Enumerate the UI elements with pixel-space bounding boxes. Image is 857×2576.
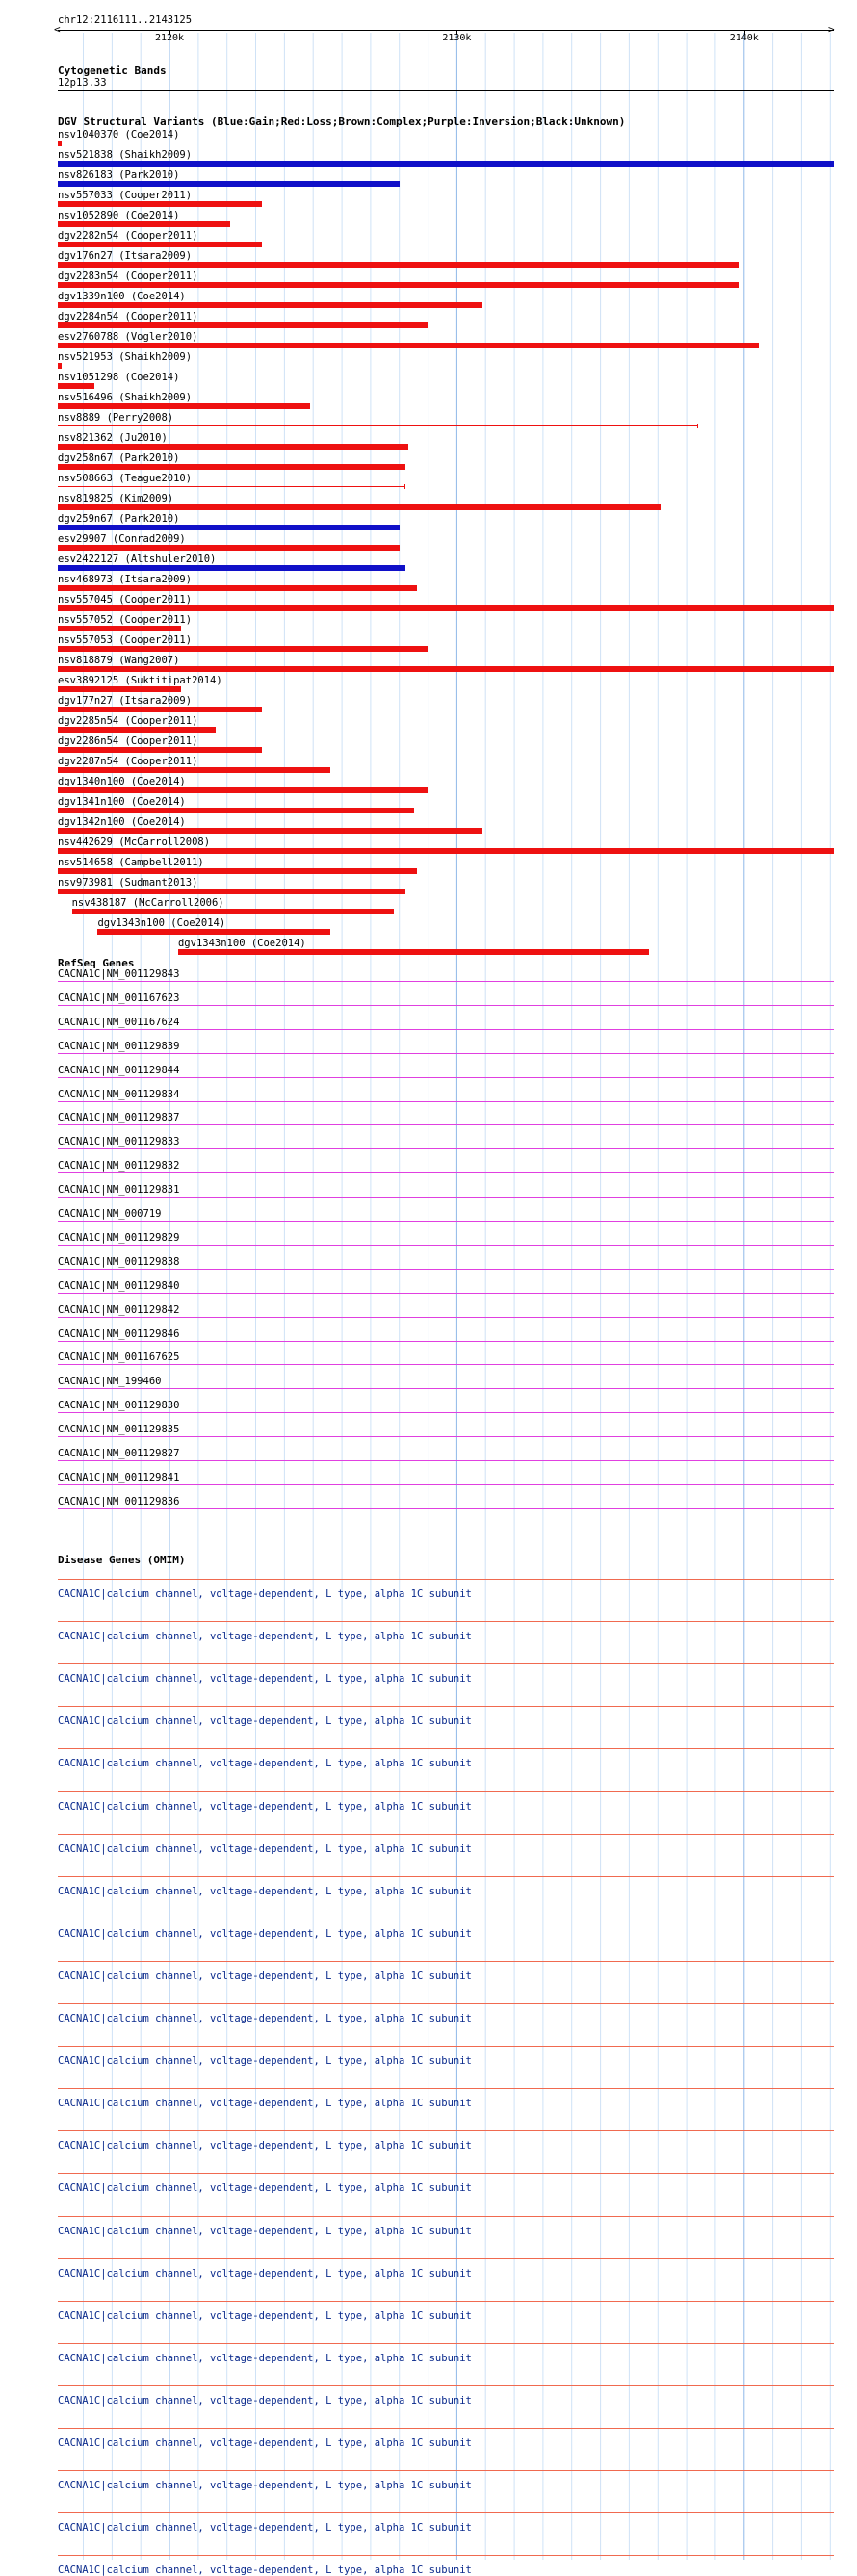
omim-disease-label: CACNA1C|calcium channel, voltage-dependent, L type, alpha 1C subunit (58, 1715, 472, 1728)
omim-disease-label: CACNA1C|calcium channel, voltage-dependent, L type, alpha 1C subunit (58, 2309, 472, 2322)
variant-bar-end (697, 424, 698, 428)
refseq-gene-label: CACNA1C|NM_001129846 (58, 1327, 180, 1340)
omim-disease-label: CACNA1C|calcium channel, voltage-dependent, L type, alpha 1C subunit (58, 1885, 472, 1897)
omim-disease-line (58, 2130, 834, 2131)
ruler-left-arrow-icon: < (54, 23, 61, 36)
refseq-gene-label: CACNA1C|NM_001129827 (58, 1448, 180, 1459)
variant-bar (58, 808, 414, 813)
refseq-gene-line (58, 1101, 834, 1102)
variant-label: esv29907 (Conrad2009) (58, 533, 186, 545)
refseq-gene-line (58, 981, 834, 982)
variant-label: nsv508663 (Teague2010) (58, 473, 193, 484)
refseq-gene-line (58, 1029, 834, 1030)
omim-disease-line (58, 1791, 834, 1792)
refseq-gene-label: CACNA1C|NM_001129832 (58, 1160, 180, 1172)
variant-bar (58, 848, 834, 854)
variant-bar (58, 262, 739, 268)
variant-label: nsv821362 (Ju2010) (58, 432, 168, 444)
omim-disease-label: CACNA1C|calcium channel, voltage-dependent, L type, alpha 1C subunit (58, 2225, 472, 2237)
refseq-gene-label: CACNA1C|NM_001167624 (58, 1016, 180, 1028)
variant-label: nsv468973 (Itsara2009) (58, 574, 193, 585)
variant-label: dgv2286n54 (Cooper2011) (58, 735, 198, 747)
variant-label: dgv2282n54 (Cooper2011) (58, 230, 198, 242)
cytoband-label: 12p13.33 (58, 77, 107, 89)
omim-disease-label: CACNA1C|calcium channel, voltage-dependent, L type, alpha 1C subunit (58, 2564, 472, 2576)
variant-bar (97, 929, 330, 935)
omim-disease-line (58, 2088, 834, 2089)
variant-label: dgv1341n100 (Coe2014) (58, 796, 186, 808)
variant-bar (58, 403, 310, 409)
omim-disease-line (58, 2173, 834, 2174)
refseq-gene-label: CACNA1C|NM_001167625 (58, 1352, 180, 1364)
omim-disease-label: CACNA1C|calcium channel, voltage-dependent, L type, alpha 1C subunit (58, 2522, 472, 2535)
variant-label: nsv8889 (Perry2008) (58, 412, 174, 424)
variant-label: nsv973981 (Sudmant2013) (58, 877, 198, 889)
variant-label: nsv514658 (Campbell2011) (58, 857, 204, 868)
omim-disease-line (58, 2258, 834, 2259)
dgv-title: DGV Structural Variants (Blue:Gain;Red:Loss;Brown:Complex;Purple:Inversion;Black:Unknown) (58, 116, 626, 128)
ruler-tick-label: 2130k (442, 33, 472, 43)
variant-label: esv2422127 (Altshuler2010) (58, 554, 217, 565)
omim-disease-label: CACNA1C|calcium channel, voltage-dependent, L type, alpha 1C subunit (58, 2394, 472, 2407)
omim-disease-line (58, 2428, 834, 2429)
ruler-tick-label: 2120k (154, 33, 185, 43)
omim-disease-label: CACNA1C|calcium channel, voltage-dependent, L type, alpha 1C subunit (58, 2352, 472, 2364)
ruler-axis (58, 30, 834, 31)
refseq-gene-label: CACNA1C|NM_001167623 (58, 992, 180, 1004)
variant-label: dgv1340n100 (Coe2014) (58, 776, 186, 787)
refseq-gene-label: CACNA1C|NM_001129830 (58, 1400, 180, 1412)
variant-bar (58, 787, 428, 793)
variant-bar (58, 343, 759, 348)
omim-disease-line (58, 2343, 834, 2344)
refseq-gene-line (58, 1412, 834, 1413)
refseq-gene-line (58, 1364, 834, 1365)
omim-disease-label: CACNA1C|calcium channel, voltage-dependent, L type, alpha 1C subunit (58, 2098, 472, 2110)
variant-bar (58, 565, 405, 571)
refseq-gene-line (58, 1388, 834, 1389)
omim-disease-label: CACNA1C|calcium channel, voltage-dependent, L type, alpha 1C subunit (58, 1588, 472, 1600)
refseq-gene-line (58, 1484, 834, 1485)
refseq-gene-line (58, 1172, 834, 1173)
refseq-gene-line (58, 1508, 834, 1509)
variant-bar (72, 909, 394, 914)
refseq-gene-label: CACNA1C|NM_001129833 (58, 1136, 180, 1148)
refseq-gene-label: CACNA1C|NM_001129841 (58, 1471, 180, 1483)
variant-label: nsv819825 (Kim2009) (58, 493, 174, 504)
omim-disease-label: CACNA1C|calcium channel, voltage-dependent, L type, alpha 1C subunit (58, 1631, 472, 1643)
variant-bar (58, 686, 181, 692)
refseq-gene-label: CACNA1C|NM_001129838 (58, 1255, 180, 1268)
omim-disease-line (58, 2301, 834, 2302)
variant-bar (58, 383, 94, 389)
variant-label: nsv438187 (McCarroll2006) (71, 897, 224, 909)
omim-disease-label: CACNA1C|calcium channel, voltage-dependent, L type, alpha 1C subunit (58, 2480, 472, 2492)
omim-disease-line (58, 1834, 834, 1835)
variant-label: dgv2287n54 (Cooper2011) (58, 756, 198, 767)
variant-label: dgv2283n54 (Cooper2011) (58, 270, 198, 282)
omim-disease-line (58, 2512, 834, 2513)
omim-disease-line (58, 1663, 834, 1664)
variant-label: nsv818879 (Wang2007) (58, 655, 180, 666)
omim-disease-label: CACNA1C|calcium channel, voltage-dependent, L type, alpha 1C subunit (58, 1758, 472, 1770)
omim-disease-label: CACNA1C|calcium channel, voltage-dependent, L type, alpha 1C subunit (58, 2437, 472, 2449)
omim-disease-line (58, 1621, 834, 1622)
omim-disease-label: CACNA1C|calcium channel, voltage-dependent, L type, alpha 1C subunit (58, 2013, 472, 2024)
variant-bar (178, 949, 649, 955)
omim-disease-label: CACNA1C|calcium channel, voltage-dependent, L type, alpha 1C subunit (58, 1970, 472, 1982)
refseq-gene-label: CACNA1C|NM_001129835 (58, 1424, 180, 1436)
refseq-gene-label: CACNA1C|NM_001129840 (58, 1279, 180, 1292)
variant-label: dgv2284n54 (Cooper2011) (58, 311, 198, 322)
omim-disease-label: CACNA1C|calcium channel, voltage-dependent, L type, alpha 1C subunit (58, 1800, 472, 1813)
refseq-gene-line (58, 1460, 834, 1461)
refseq-gene-line (58, 1197, 834, 1198)
variant-bar (58, 464, 405, 470)
location-label: chr12:2116111..2143125 (58, 14, 193, 26)
variant-label: dgv259n67 (Park2010) (58, 513, 180, 525)
variant-bar (58, 747, 262, 753)
refseq-gene-line (58, 1077, 834, 1078)
refseq-gene-label: CACNA1C|NM_199460 (58, 1376, 162, 1388)
variant-label: nsv442629 (McCarroll2008) (58, 837, 211, 848)
variant-label: nsv826183 (Park2010) (58, 169, 180, 181)
refseq-gene-label: CACNA1C|NM_001129839 (58, 1040, 180, 1052)
refseq-gene-line (58, 1293, 834, 1294)
variant-bar (58, 605, 834, 611)
variant-bar (58, 141, 62, 146)
variant-bar (58, 504, 661, 510)
omim-disease-line (58, 1876, 834, 1877)
omim-disease-label: CACNA1C|calcium channel, voltage-dependent, L type, alpha 1C subunit (58, 2140, 472, 2152)
variant-bar (58, 322, 428, 328)
variant-bar (58, 767, 330, 773)
refseq-gene-line (58, 1124, 834, 1125)
omim-title: Disease Genes (OMIM) (58, 1554, 186, 1566)
refseq-gene-line (58, 1053, 834, 1054)
variant-label: dgv1339n100 (Coe2014) (58, 291, 186, 302)
variant-bar (58, 363, 62, 369)
variant-bar (58, 221, 230, 227)
refseq-gene-label: CACNA1C|NM_001129844 (58, 1064, 180, 1076)
omim-disease-line (58, 2470, 834, 2471)
variant-bar-end (404, 484, 405, 489)
variant-label: esv2760788 (Vogler2010) (58, 331, 198, 343)
ruler-tick-label: 2140k (729, 33, 759, 43)
ruler-right-arrow-icon: > (828, 23, 835, 36)
variant-label: dgv177n27 (Itsara2009) (58, 695, 193, 707)
variant-bar (58, 201, 262, 207)
variant-label: nsv1052890 (Coe2014) (58, 210, 180, 221)
variant-bar (58, 486, 405, 487)
variant-label: dgv176n27 (Itsara2009) (58, 250, 193, 262)
variant-bar (58, 161, 834, 167)
variant-label: nsv557052 (Cooper2011) (58, 614, 193, 626)
variant-label: nsv1040370 (Coe2014) (58, 129, 180, 141)
variant-bar (58, 727, 216, 733)
refseq-gene-label: CACNA1C|NM_001129837 (58, 1112, 180, 1124)
variant-label: nsv1051298 (Coe2014) (58, 372, 180, 383)
variant-label: nsv557045 (Cooper2011) (58, 594, 193, 605)
variant-label: dgv258n67 (Park2010) (58, 452, 180, 464)
omim-disease-line (58, 1961, 834, 1962)
variant-label: dgv1342n100 (Coe2014) (58, 816, 186, 828)
refseq-gene-line (58, 1221, 834, 1222)
omim-disease-line (58, 2216, 834, 2217)
cytoband-rule (58, 90, 834, 91)
variant-bar (58, 444, 408, 450)
variant-label: nsv516496 (Shaikh2009) (58, 392, 193, 403)
variant-bar (58, 181, 400, 187)
cytoband-title: Cytogenetic Bands (58, 64, 167, 77)
variant-bar (58, 425, 698, 426)
refseq-gene-label: CACNA1C|NM_001129843 (58, 968, 180, 980)
variant-label: dgv1343n100 (Coe2014) (177, 938, 306, 949)
refseq-gene-line (58, 1317, 834, 1318)
variant-label: dgv2285n54 (Cooper2011) (58, 715, 198, 727)
refseq-gene-line (58, 1341, 834, 1342)
variant-label: esv3892125 (Suktitipat2014) (58, 675, 222, 686)
omim-disease-line (58, 2003, 834, 2004)
variant-label: nsv521953 (Shaikh2009) (58, 351, 193, 363)
variant-bar (58, 585, 417, 591)
refseq-gene-line (58, 1269, 834, 1270)
refseq-gene-line (58, 1005, 834, 1006)
omim-disease-label: CACNA1C|calcium channel, voltage-dependent, L type, alpha 1C subunit (58, 2267, 472, 2280)
omim-disease-line (58, 2046, 834, 2047)
variant-bar (58, 889, 405, 894)
omim-disease-label: CACNA1C|calcium channel, voltage-dependent, L type, alpha 1C subunit (58, 2055, 472, 2068)
refseq-gene-label: CACNA1C|NM_000719 (58, 1208, 162, 1220)
refseq-gene-line (58, 1245, 834, 1246)
omim-disease-label: CACNA1C|calcium channel, voltage-dependent, L type, alpha 1C subunit (58, 1927, 472, 1940)
refseq-gene-line (58, 1436, 834, 1437)
variant-bar (58, 868, 417, 874)
omim-disease-line (58, 2385, 834, 2386)
refseq-gene-label: CACNA1C|NM_001129836 (58, 1495, 180, 1507)
omim-disease-label: CACNA1C|calcium channel, voltage-dependent, L type, alpha 1C subunit (58, 1673, 472, 1686)
omim-disease-line (58, 1748, 834, 1749)
refseq-gene-label: CACNA1C|NM_001129829 (58, 1231, 180, 1244)
variant-bar (58, 282, 739, 288)
variant-bar (58, 646, 428, 652)
variant-bar (58, 525, 400, 530)
variant-bar (58, 707, 262, 712)
variant-bar (58, 545, 400, 551)
refseq-title: RefSeq Genes (58, 957, 135, 969)
variant-label: nsv521838 (Shaikh2009) (58, 149, 193, 161)
refseq-gene-label: CACNA1C|NM_001129834 (58, 1088, 180, 1100)
refseq-gene-label: CACNA1C|NM_001129831 (58, 1184, 180, 1197)
omim-disease-label: CACNA1C|calcium channel, voltage-dependent, L type, alpha 1C subunit (58, 1842, 472, 1855)
variant-label: dgv1343n100 (Coe2014) (97, 917, 226, 929)
variant-bar (58, 302, 482, 308)
omim-disease-line (58, 1579, 834, 1580)
refseq-gene-line (58, 1148, 834, 1149)
omim-disease-line (58, 1706, 834, 1707)
variant-label: nsv557053 (Cooper2011) (58, 634, 193, 646)
variant-label: nsv557033 (Cooper2011) (58, 190, 193, 201)
omim-disease-line (58, 2555, 834, 2556)
refseq-gene-label: CACNA1C|NM_001129842 (58, 1303, 180, 1316)
variant-bar (58, 626, 181, 631)
variant-bar (58, 828, 482, 834)
variant-bar (58, 242, 262, 247)
variant-bar (58, 666, 834, 672)
omim-disease-label: CACNA1C|calcium channel, voltage-dependent, L type, alpha 1C subunit (58, 2182, 472, 2195)
